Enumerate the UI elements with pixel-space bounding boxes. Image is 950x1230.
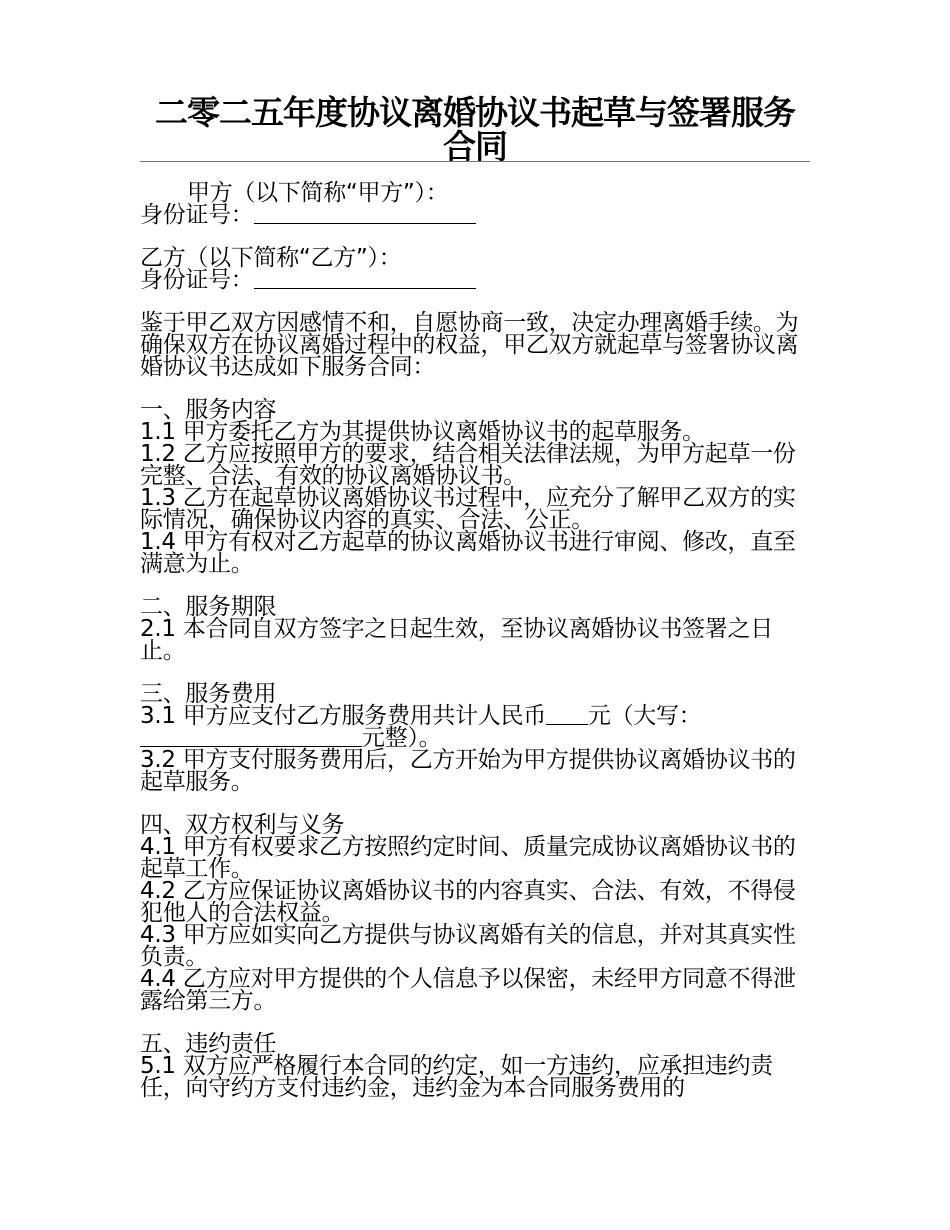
title-divider: [140, 161, 810, 162]
clause: 5.1 双方应严格履行本合同的约定，如一方违约，应承担违约责任，向守约方支付违约金，违约金为本合同服务费用的: [140, 1053, 773, 1101]
fee-text-3: 元整）。: [362, 725, 442, 751]
clause-fee: [140, 705, 810, 749]
party-b-id-line: [140, 269, 810, 291]
section-heading: 三、服务费用: [140, 681, 277, 707]
section-heading: 四、双方权利与义务: [140, 812, 345, 838]
party-a-line: 甲方（以下简称“甲方”）：: [187, 180, 449, 206]
section-heading: 一、服务内容: [140, 397, 277, 423]
clause: 4.3 甲方应如实向乙方提供与协议离婚有关的信息，并对其真实性负责。: [140, 922, 796, 970]
party-b-line: 乙方（以下简称“乙方”）：: [140, 245, 402, 271]
party-a-id-blank[interactable]: [254, 205, 476, 224]
clause: 4.1 甲方有权要求乙方按照约定时间、质量完成协议离婚协议书的起草工作。: [140, 834, 796, 882]
fee-text-1: 3.1 甲方应支付乙方服务费用共计人民币: [140, 703, 546, 729]
party-a-id-line: [140, 204, 810, 226]
section-heading: 二、服务期限: [140, 594, 277, 620]
preamble: 鉴于甲乙双方因感情不和，自愿协商一致，决定办理离婚手续。为确保双方在协议离婚过程中的权益，甲乙双方就起草与签署协议离婚协议书达成如下服务合同：: [140, 310, 799, 380]
document-body: [140, 182, 810, 1099]
party-a-id-label: 身份证号：: [140, 202, 254, 228]
party-b-id-blank[interactable]: [254, 270, 476, 289]
clause: 2.1 本合同自双方签字之日起生效，至协议离婚协议书签署之日止。: [140, 616, 773, 664]
section-heading: 五、违约责任: [140, 1031, 277, 1057]
fee-capital-blank[interactable]: [140, 732, 362, 747]
fee-text-2: 元（大写：: [587, 703, 702, 729]
clause: 1.1 甲方委托乙方为其提供协议离婚协议书的起草服务。: [140, 419, 705, 445]
document-title: 二零二五年度协议离婚协议书起草与签署服务合同: [155, 93, 795, 166]
clause: 1.3 乙方在起草协议离婚协议书过程中，应充分了解甲乙双方的实际情况，确保协议内容的真实、合法、公正。: [140, 485, 796, 533]
clause: 3.2 甲方支付服务费用后，乙方开始为甲方提供协议离婚协议书的起草服务。: [140, 747, 796, 795]
fee-amount-blank[interactable]: [546, 706, 588, 725]
clause: 4.4 乙方应对甲方提供的个人信息予以保密，未经甲方同意不得泄露给第三方。: [140, 966, 796, 1014]
party-b-id-label: 身份证号：: [140, 267, 254, 293]
clause: 4.2 乙方应保证协议离婚协议书的内容真实、合法、有效，不得侵犯他人的合法权益。: [140, 878, 796, 926]
clause: 1.2 乙方应按照甲方的要求，结合相关法律法规，为甲方起草一份完整、合法、有效的协议离婚协议书。: [140, 441, 796, 489]
clause: 1.4 甲方有权对乙方起草的协议离婚协议书进行审阅、修改，直至满意为止。: [140, 529, 796, 577]
